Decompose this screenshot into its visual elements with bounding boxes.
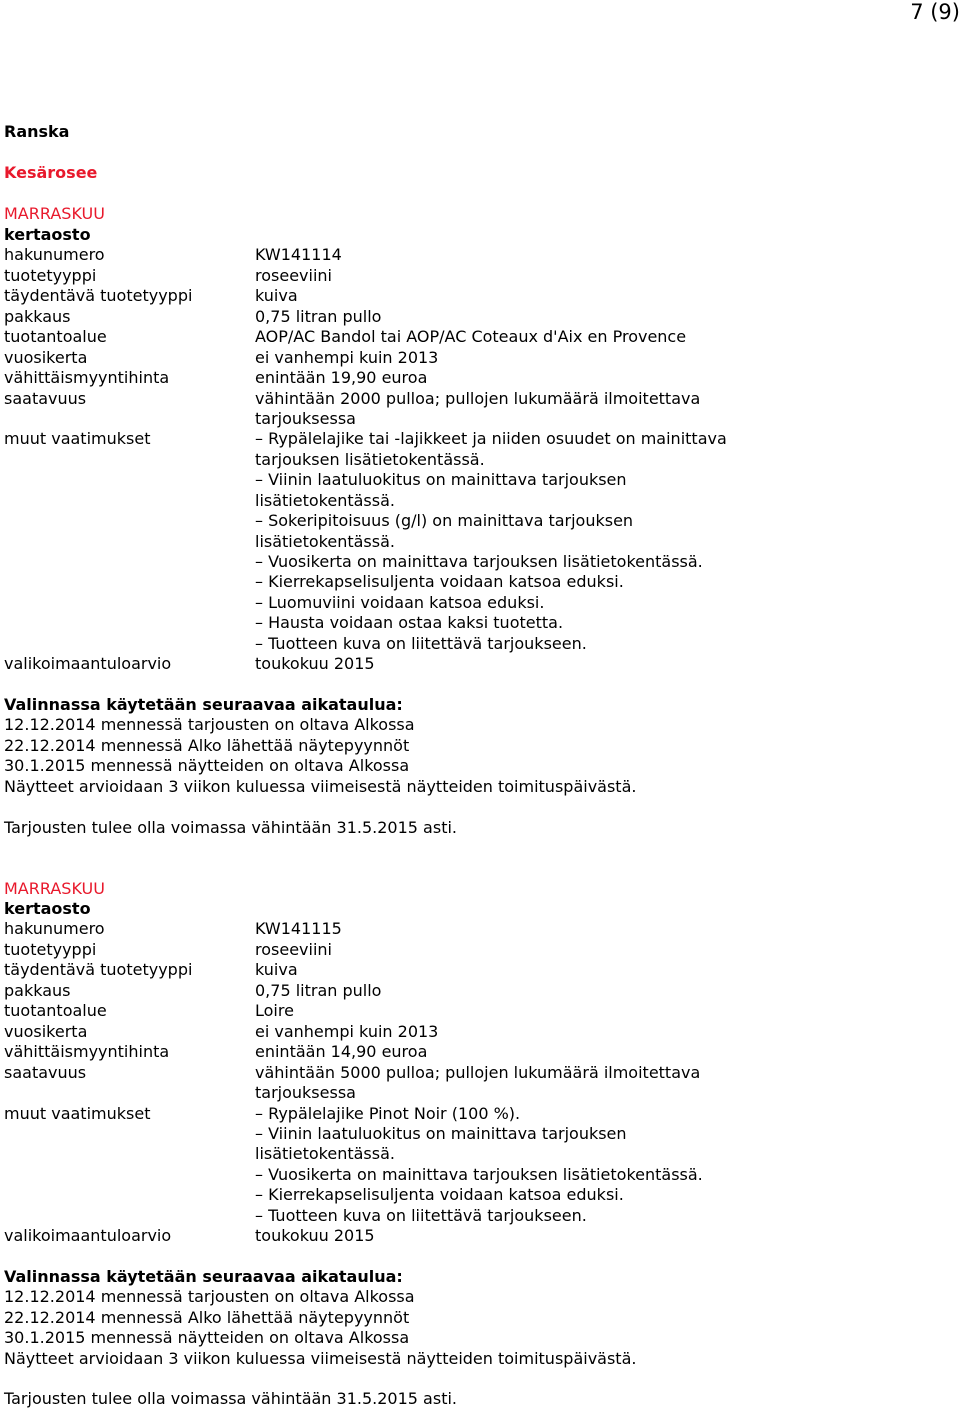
field-value-saatavuus-line: tarjouksessa — [255, 409, 356, 428]
requirement-line: – Kierrekapselisuljenta voidaan katsoa eduksi. — [255, 1185, 624, 1204]
field-value-hinta: enintään 19,90 euroa — [255, 368, 428, 387]
field-value-hakunumero: KW141115 — [255, 919, 342, 938]
schedule-line: Näytteet arvioidaan 3 viikon kuluessa viimeisestä näytteiden toimituspäivästä. — [4, 1349, 637, 1368]
field-label-vuosikerta: vuosikerta — [4, 348, 88, 367]
schedule-line: 12.12.2014 mennessä tarjousten on oltava Alkossa — [4, 1287, 415, 1306]
field-value-tuotantoalue: AOP/AC Bandol tai AOP/AC Coteaux d'Aix en Provence — [255, 327, 687, 346]
requirement-line: lisätietokentässä. — [255, 491, 395, 510]
field-label-taydentava: täydentävä tuotetyyppi — [4, 286, 193, 305]
field-label-pakkaus: pakkaus — [4, 981, 71, 1000]
field-label-arvio: valikoimaantuloarvio — [4, 1226, 172, 1245]
field-value-tuotetyyppi: roseeviini — [255, 940, 332, 959]
requirement-line: – Viinin laatuluokitus on mainittava tarjouksen — [255, 1124, 627, 1143]
requirement-line: tarjouksen lisätietokentässä. — [255, 450, 485, 469]
page-number: 7 (9) — [910, 0, 960, 24]
field-value-pakkaus: 0,75 litran pullo — [255, 981, 382, 1000]
requirement-line: lisätietokentässä. — [255, 1144, 395, 1163]
requirement-line: – Vuosikerta on mainittava tarjouksen lisätietokentässä. — [255, 552, 703, 571]
field-value-tuotantoalue: Loire — [255, 1001, 294, 1020]
requirement-line: – Tuotteen kuva on liitettävä tarjoukseen. — [255, 634, 587, 653]
country-heading: Ranska — [4, 122, 70, 141]
requirement-line: lisätietokentässä. — [255, 532, 395, 551]
field-label-taydentava: täydentävä tuotetyyppi — [4, 960, 193, 979]
field-value-taydentava: kuiva — [255, 286, 298, 305]
field-label-tuotantoalue: tuotantoalue — [4, 327, 107, 346]
field-label-saatavuus: saatavuus — [4, 1063, 87, 1082]
requirement-line: – Viinin laatuluokitus on mainittava tarjouksen — [255, 470, 627, 489]
schedule-line: 12.12.2014 mennessä tarjousten on oltava Alkossa — [4, 715, 415, 734]
field-label-saatavuus: saatavuus — [4, 389, 87, 408]
field-value-saatavuus-line: tarjouksessa — [255, 1083, 356, 1102]
section-type: kertaosto — [4, 899, 91, 918]
field-value-arvio: toukokuu 2015 — [255, 1226, 375, 1245]
field-label-hinta: vähittäismyyntihinta — [4, 1042, 170, 1061]
requirement-line: – Luomuviini voidaan katsoa eduksi. — [255, 593, 545, 612]
field-value-vuosikerta: ei vanhempi kuin 2013 — [255, 348, 439, 367]
field-value-hinta: enintään 14,90 euroa — [255, 1042, 428, 1061]
requirement-line: – Tuotteen kuva on liitettävä tarjoukseen. — [255, 1206, 587, 1225]
section-month: MARRASKUU — [4, 204, 105, 223]
requirement-line: – Rypälelajike tai -lajikkeet ja niiden osuudet on mainittava — [255, 429, 727, 448]
requirement-line: – Sokeripitoisuus (g/l) on mainittava tarjouksen — [255, 511, 634, 530]
requirement-line: – Hausta voidaan ostaa kaksi tuotetta. — [255, 613, 564, 632]
validity-note: Tarjousten tulee olla voimassa vähintään 31.5.2015 asti. — [4, 1389, 457, 1408]
field-label-tuotetyyppi: tuotetyyppi — [4, 940, 97, 959]
field-value-saatavuus-line: vähintään 5000 pulloa; pullojen lukumäärä ilmoitettava — [255, 1063, 701, 1082]
schedule-heading: Valinnassa käytetään seuraavaa aikataulua: — [4, 695, 403, 714]
field-label-tuotantoalue: tuotantoalue — [4, 1001, 107, 1020]
field-label-hinta: vähittäismyyntihinta — [4, 368, 170, 387]
field-label-hakunumero: hakunumero — [4, 245, 105, 264]
schedule-line: 22.12.2014 mennessä Alko lähettää näytepyynnöt — [4, 736, 410, 755]
field-value-tuotetyyppi: roseeviini — [255, 266, 332, 285]
validity-note: Tarjousten tulee olla voimassa vähintään 31.5.2015 asti. — [4, 818, 457, 837]
field-label-muut: muut vaatimukset — [4, 1104, 151, 1123]
section-month: MARRASKUU — [4, 879, 105, 898]
field-label-tuotetyyppi: tuotetyyppi — [4, 266, 97, 285]
field-value-arvio: toukokuu 2015 — [255, 654, 375, 673]
requirement-line: – Vuosikerta on mainittava tarjouksen lisätietokentässä. — [255, 1165, 703, 1184]
field-label-pakkaus: pakkaus — [4, 307, 71, 326]
schedule-line: 30.1.2015 mennessä näytteiden on oltava Alkossa — [4, 1328, 410, 1347]
category-heading: Kesärosee — [4, 163, 98, 182]
schedule-line: Näytteet arvioidaan 3 viikon kuluessa viimeisestä näytteiden toimituspäivästä. — [4, 777, 637, 796]
field-label-muut: muut vaatimukset — [4, 429, 151, 448]
field-value-saatavuus-line: vähintään 2000 pulloa; pullojen lukumäärä ilmoitettava — [255, 389, 701, 408]
field-value-vuosikerta: ei vanhempi kuin 2013 — [255, 1022, 439, 1041]
requirement-line: – Kierrekapselisuljenta voidaan katsoa eduksi. — [255, 572, 624, 591]
section-type: kertaosto — [4, 225, 91, 244]
field-value-hakunumero: KW141114 — [255, 245, 342, 264]
schedule-line: 30.1.2015 mennessä näytteiden on oltava Alkossa — [4, 756, 410, 775]
field-value-pakkaus: 0,75 litran pullo — [255, 307, 382, 326]
field-label-arvio: valikoimaantuloarvio — [4, 654, 172, 673]
field-value-taydentava: kuiva — [255, 960, 298, 979]
field-label-hakunumero: hakunumero — [4, 919, 105, 938]
field-label-vuosikerta: vuosikerta — [4, 1022, 88, 1041]
requirement-line: – Rypälelajike Pinot Noir (100 %). — [255, 1104, 521, 1123]
schedule-heading: Valinnassa käytetään seuraavaa aikataulua: — [4, 1267, 403, 1286]
schedule-line: 22.12.2014 mennessä Alko lähettää näytepyynnöt — [4, 1308, 410, 1327]
